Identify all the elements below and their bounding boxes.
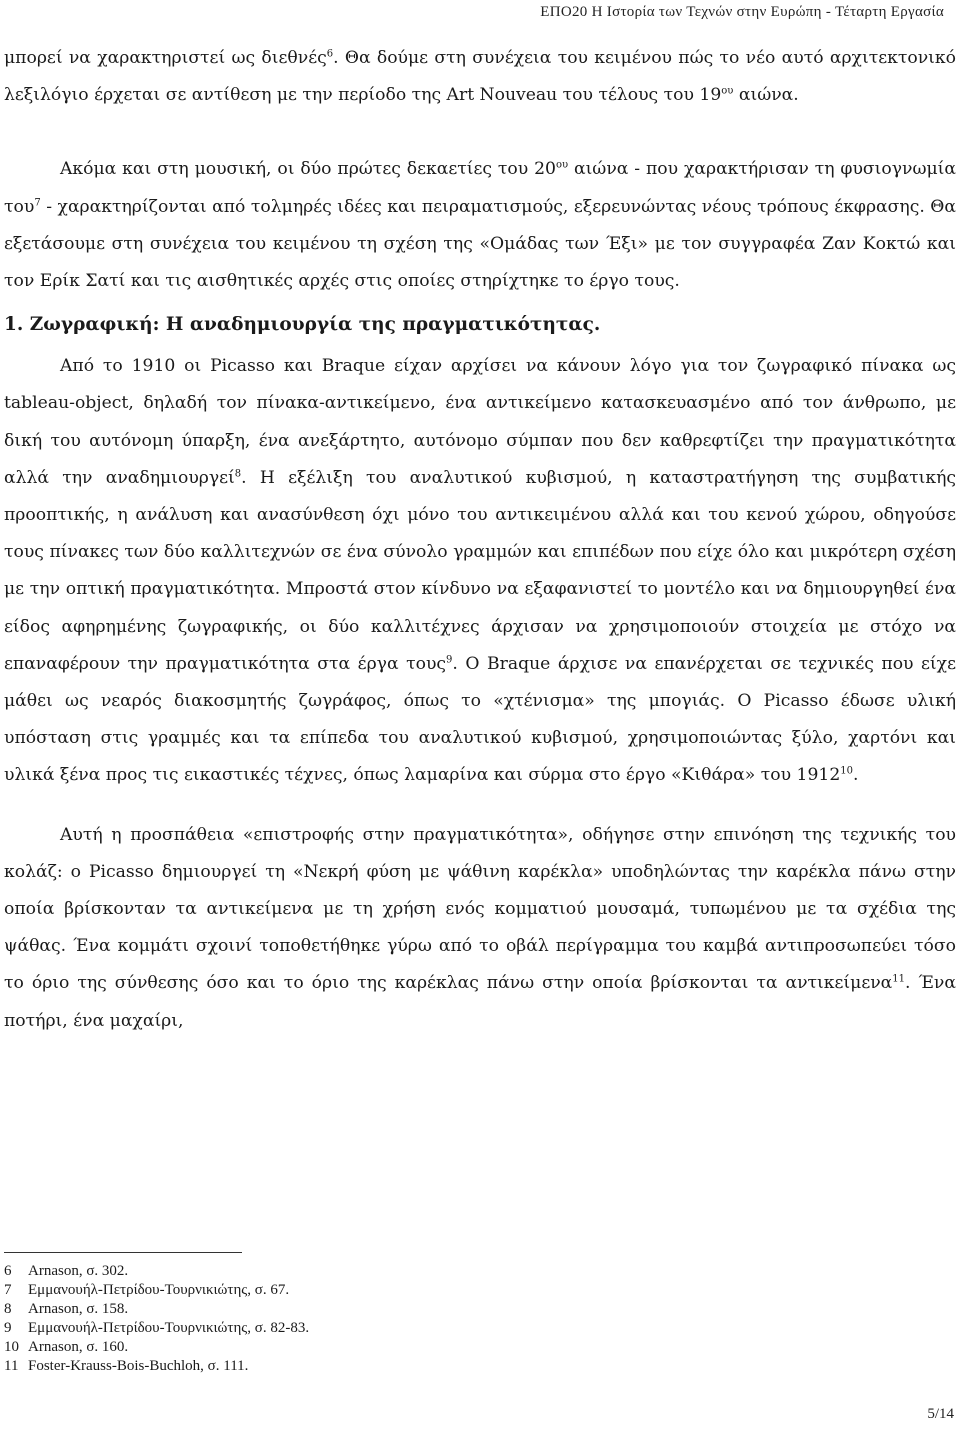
- text: μπορεί να χαρακτηριστεί ως διεθνές: [4, 48, 327, 68]
- footnote-text: Arnason, σ. 158.: [28, 1301, 129, 1317]
- footnote-10: [4, 1338, 604, 1357]
- footnote-number: 8: [4, 1301, 12, 1317]
- text: αιώνα.: [733, 85, 799, 106]
- footnote-text: Εμμανουήλ-Πετρίδου-Τουρνικιώτης, σ. 82-83.: [28, 1320, 310, 1336]
- page-number: 5/14: [927, 1406, 954, 1422]
- footnote-ref-8[interactable]: 8: [234, 468, 242, 480]
- footnote-ref-10[interactable]: 10: [840, 765, 853, 777]
- text: . Ένα ποτήρι, ένα μαχαίρι,: [4, 973, 956, 1031]
- paragraph-2: [4, 151, 956, 300]
- footnote-number: 6: [4, 1263, 12, 1279]
- text: Αυτή η προσπάθεια «επιστροφής στην πραγματικότητα», οδήγησε στην επινόηση της τεχνικής του κολάζ: ο Picasso δημιουργεί τη «Νεκρή φύση με ψάθινη καρέκλα» υποδηλώντας την καρέκλα πάνω στην οποία βρίσκονταν τα αντικείμενα με τη χρήση ενός κομματιού μουσαμά, τυπωμένου με τα σχέδια της ψάθας. Ένα κομμάτι σχοινί τοποθετήθηκε γύρω από το οβάλ περίγραμμα του καμβά αντιπροσωπεύει τόσο το όριο της σύνθεσης όσο και το όριο της καρέκλας πάνω στην οποία βρίσκονται τα αντικείμενα: [4, 824, 956, 994]
- text: . Ο Braque άρχισε να επανέρχεται σε τεχνικές που είχε μάθει ως νεαρός διακοσμητής ζωγράφος, όπως το «χτένισμα» της μπογιάς. Ο Picasso έδωσε υλική υπόσταση στις γραμμές και τα επίπεδα του αναλυτικού κυβισμού, χρησιμοποιώντας ξύλο, χαρτόνι και υλικά ξένα προς τις εικαστικές τέχνες, όπως λαμαρίνα και σύρμα στο έργο «Κιθάρα» του 1912: [4, 653, 956, 786]
- footnote-8: [4, 1300, 604, 1319]
- footnote-ref-7[interactable]: 7: [34, 196, 41, 208]
- footnote-number: 7: [4, 1282, 12, 1298]
- footnote-number: 9: [4, 1320, 12, 1336]
- footnote-9: [4, 1319, 604, 1338]
- text: Ακόμα και στη μουσική, οι δύο πρώτες δεκαετίες του 20: [60, 159, 556, 180]
- text: . Η εξέλιξη του αναλυτικού κυβισμού, η καταστρατήγηση της συμβατικής προοπτικής, η ανάλυση και ανασύνθεση όχι μόνο του αντικειμένου αλλά και του κενού χώρου, οδηγούσε τους πίνακες των δύο καλλιτεχνών σε ένα σύνολο γραμμών και επιπέδων που είχε όλο και μικρότερη σχέση με την οπτική πραγματικότητα. Μπροστά στον κίνδυνο να εξαφανιστεί το μοντέλο και να δημιουργηθεί ένα είδος αφηρημένης ζωγραφικής, οι δύο καλλιτέχνες άρχισαν να χρησιμοποιούν στοιχεία με στόχο να επαναφέρουν την πραγματικότητα στα έργα τους: [4, 467, 956, 674]
- section-heading: 1. Ζωγραφική: Η αναδημιουργία της πραγματικότητας.: [4, 314, 601, 336]
- footnote-text: Arnason, σ. 160.: [28, 1339, 129, 1355]
- page-body: [4, 40, 956, 1040]
- text: - χαρακτηρίζονται από τολμηρές ιδέες και πειραματισμούς, εξερευνώντας νέους τρόπους έκφρασης. Θα εξετάσουμε στη συνέχεια του κειμένου τη σχέση της «Ομάδας των Έξι» με τον συγγραφέα Ζαν Κοκτώ και τον Ερίκ Σατί και τις αισθητικές αρχές στις οποίες στηρίχτηκε το έργο τους.: [4, 196, 956, 292]
- text: αιώνα - που χαρακτήρισαν τη φυσιογνωμία του: [4, 159, 956, 217]
- footnote-number: 11: [4, 1358, 19, 1374]
- footnote-7: [4, 1281, 604, 1300]
- footnote-6: [4, 1262, 604, 1281]
- footnote-separator: [4, 1252, 242, 1253]
- superscript-ordinal: ου: [555, 159, 569, 171]
- footnote-number: 10: [4, 1339, 19, 1355]
- paragraph-1: [4, 40, 956, 114]
- text: . Θα δούμε στη συνέχεια του κειμένου πώς το νέο αυτό αρχιτεκτονικό λεξιλόγιο έρχεται σε αντίθεση με την περίοδο της Art Nouveau του τέλους του 19: [4, 48, 956, 106]
- footnote-11: [4, 1357, 604, 1376]
- footnote-text: Εμμανουήλ-Πετρίδου-Τουρνικιώτης, σ. 67.: [28, 1282, 290, 1298]
- footnote-ref-6[interactable]: 6: [326, 48, 334, 60]
- superscript-ordinal: ου: [721, 85, 734, 97]
- text: .: [853, 765, 859, 786]
- footnote-text: Arnason, σ. 302.: [28, 1263, 129, 1279]
- text: Από το 1910 οι Picasso και Braque είχαν αρχίσει να κάνουν λόγο για τον ζωγραφικό πίνακα ως tableau-object, δηλαδή τον πίνακα-αντικείμενο, ένα αντικείμενο κατασκευασμένο από τον άνθρωπο, με δική του αυτόνομη ύπαρξη, ένα ανεξάρτητο, αυτόνομο σύμπαν που δεν καθρεφτίζει την πραγματικότητα αλλά την αναδημιουργεί: [4, 356, 956, 488]
- running-header: ΕΠΟ20 Η Ιστορία των Τεχνών στην Ευρώπη - Τέταρτη Εργασία: [540, 4, 944, 20]
- footnote-ref-9[interactable]: 9: [446, 654, 453, 666]
- footnote-ref-11[interactable]: 11: [892, 973, 906, 985]
- footnote-text: Foster-Krauss-Bois-Buchloh, σ. 111.: [28, 1358, 249, 1374]
- footnotes: [4, 1262, 604, 1376]
- paragraph-3: [4, 348, 956, 794]
- paragraph-4: [4, 817, 956, 1040]
